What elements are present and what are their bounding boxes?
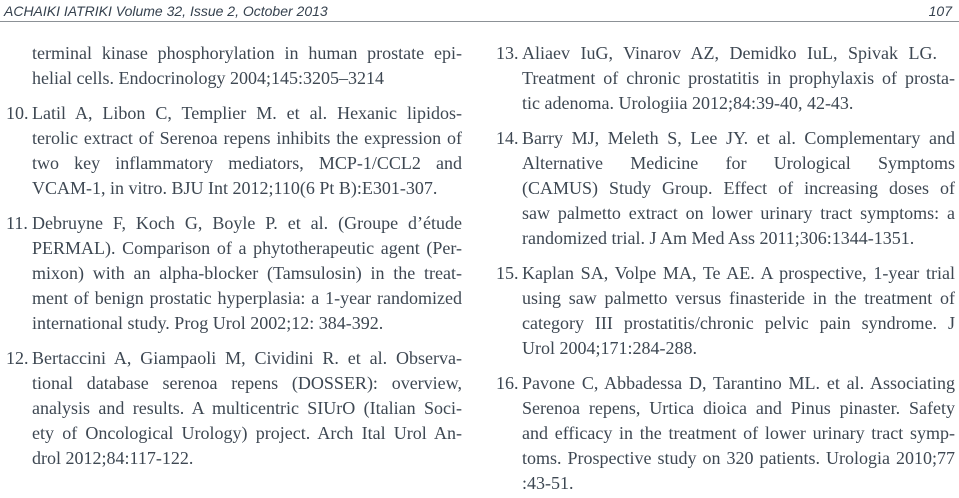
reference-line: analysis and results. A multicentric SIUrO (Italian Soci- <box>32 398 462 418</box>
reference-line: tic adenoma. Urologiia 2012;84:39-40, 42-43. <box>522 93 854 113</box>
reference-number: 14. <box>496 128 519 148</box>
reference-line: and efficacy in the treatment of lower urinary tract symp- <box>522 423 955 443</box>
reference-number: 12. <box>6 348 29 368</box>
reference-line: Pavone C, Abbadessa D, Tarantino ML. et al. Associating <box>522 373 955 393</box>
reference-continued <box>6 41 462 91</box>
reference-column-left <box>6 41 462 471</box>
reference-line: PERMAL). Comparison of a phytotherapeutic agent (Per- <box>32 238 462 258</box>
reference-line: terolic extract of Serenoa repens inhibits the expression of <box>32 128 462 148</box>
reference-line: international study. Prog Urol 2002;12: 384-392. <box>32 313 384 333</box>
reference-line: Kaplan SA, Volpe MA, Te AE. A prospective, 1-year trial <box>522 263 955 283</box>
reference-number: 10. <box>6 103 29 123</box>
reference-12 <box>6 346 462 471</box>
reference-line: Barry MJ, Meleth S, Lee JY. et al. Complementary and <box>522 128 955 148</box>
reference-line: two key inflammatory mediators, MCP-1/CCL2 and <box>32 153 462 173</box>
reference-line: Alternative Medicine for Urological Symptoms <box>522 153 955 173</box>
reference-line: randomized trial. J Am Med Ass 2011;306:1344-1351. <box>522 228 915 248</box>
reference-line: VCAM-1, in vitro. BJU Int 2012;110(6 Pt B):E301-307. <box>32 178 438 198</box>
reference-column-right <box>496 41 955 496</box>
reference-line: Aliaev IuG, Vinarov AZ, Demidko IuL, Spivak LG. <box>522 43 937 63</box>
reference-number: 15. <box>496 263 519 283</box>
reference-line: Latil A, Libon C, Templier M. et al. Hexanic lipidos- <box>32 103 462 123</box>
reference-number: 16. <box>496 373 519 393</box>
reference-line: ety of Oncological Urology) project. Arch Ital Urol An- <box>32 423 462 443</box>
reference-14 <box>496 126 955 251</box>
reference-line: toms. Prospective study on 320 patients. Urologia 2010;77 <box>522 448 955 468</box>
page-number: 107 <box>928 3 952 19</box>
reference-line: Treatment of chronic prostatitis in prophylaxis of prosta- <box>522 68 955 88</box>
header-rule <box>0 21 959 22</box>
reference-line: :43-51. <box>522 473 574 493</box>
reference-number: 13. <box>496 43 519 63</box>
reference-13 <box>496 41 955 116</box>
reference-line: category III prostatitis/chronic pelvic pain syndrome. J <box>522 313 955 333</box>
reference-line: Debruyne F, Koch G, Boyle P. et al. (Groupe d’étude <box>32 213 462 233</box>
journal-issue: ACHAIKI IATRIKI Volume 32, Issue 2, October 2013 <box>4 3 328 19</box>
reference-line: terminal kinase phosphorylation in human prostate epi- <box>32 43 462 63</box>
reference-line: Bertaccini A, Giampaoli M, Cividini R. et al. Observa- <box>32 348 462 368</box>
reference-line: using saw palmetto versus finasteride in the treatment of <box>522 288 955 308</box>
reference-number: 11. <box>6 213 28 233</box>
reference-line: ment of benign prostatic hyperplasia: a 1-year randomized <box>32 288 462 308</box>
reference-11 <box>6 211 462 336</box>
reference-line: Serenoa repens, Urtica dioica and Pinus pinaster. Safety <box>522 398 955 418</box>
reference-line: mixon) with an alpha-blocker (Tamsulosin) in the treat- <box>32 263 462 283</box>
reference-line: saw palmetto extract on lower urinary tract symptoms: a <box>522 203 955 223</box>
reference-10 <box>6 101 462 201</box>
reference-line: tional database serenoa repens (DOSSER): overview, <box>32 373 462 393</box>
reference-line: (CAMUS) Study Group. Effect of increasing doses of <box>522 178 955 198</box>
reference-line: drol 2012;84:117-122. <box>32 448 194 468</box>
reference-15 <box>496 261 955 361</box>
reference-16 <box>496 371 955 496</box>
reference-line: helial cells. Endocrinology 2004;145:3205–3214 <box>32 68 384 88</box>
reference-line: Urol 2004;171:284-288. <box>522 338 697 358</box>
running-header <box>0 0 959 21</box>
